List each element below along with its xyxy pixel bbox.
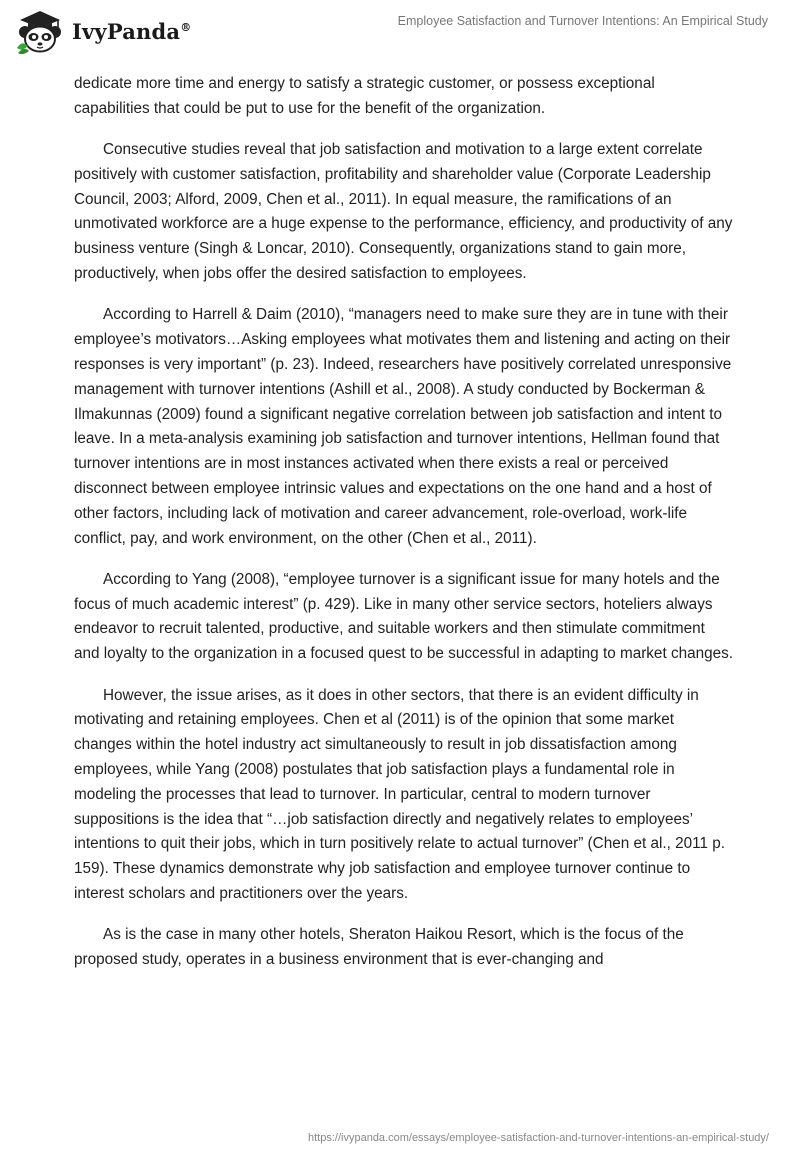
panda-graduate-icon (14, 8, 66, 54)
source-url-link[interactable]: https://ivypanda.com/essays/employee-satisfaction-and-turnover-intentions-an-empirical-study/ (308, 1132, 769, 1144)
page-header (0, 0, 800, 64)
paragraph-4: According to Yang (2008), “employee turnover is a significant issue for many hotels and the focus of much academic interest” (p. 429). Like in many other service sectors, hoteliers always endeavor to recruit talented, productive, and suitable workers and then stimulate commitment and loyalty to the organization in a focused quest to be successful in adapting to market changes. (74, 570, 734, 663)
paragraph-6: As is the case in many other hotels, Sheraton Haikou Resort, which is the focus of the proposed study, operates in a business environment that is ever-changing and (74, 926, 684, 968)
document-title: Employee Satisfaction and Turnover Intentions: An Empirical Study (397, 14, 768, 28)
ivypanda-logo[interactable] (14, 8, 191, 54)
paragraph-1: dedicate more time and energy to satisfy a strategic customer, or possess exceptional capabilities that could be put to use for the benefit of the organization. (74, 75, 655, 117)
paragraph-2: Consecutive studies reveal that job satisfaction and motivation to a large extent correlate positively with customer satisfaction, profitability and shareholder value (Corporate Leadership Council, 2003; Alford, 2009, Chen et al., 2011). In equal measure, the ramifications of an unmotivated workforce are a huge expense to the performance, efficiency, and productivity of any business venture (Singh & Loncar, 2010). Consequently, organizations stand to gain more, productively, when jobs offer the desired satisfaction to employees. (74, 141, 733, 283)
paragraph-3: According to Harrell & Daim (2010), “managers need to make sure they are in tune with their employee’s motivators…Asking employees what motivates them and listening and acting on their responses is very important” (p. 23). Indeed, researchers have positively correlated unresponsive management with turnover intentions (Ashill et al., 2008). A study conducted by Bockerman & Ilmakunnas (2009) found a significant negative correlation between job satisfaction and intent to leave. In a meta-analysis examining job satisfaction and turnover intentions, Hellman found that turnover intentions are in most instances activated when there exists a real or perceived disconnect between employee intrinsic values and expectations on the one hand and a host of other factors, including lack of motivation and career advancement, role-overload, work-life conflict, pay, and work environment, on the other (Chen et al., 2011). (74, 306, 732, 547)
brand-name: IvyPanda® (72, 18, 192, 44)
paragraph-5: However, the issue arises, as it does in other sectors, that there is an evident difficulty in motivating and retaining employees. Chen et al (2011) is of the opinion that some market changes within the hotel industry act simultaneously to result in job dissatisfaction among employees, while Yang (2008) postulates that job satisfaction plays a fundamental role in modeling the processes that lead to turnover. In particular, central to modern turnover suppositions is the idea that “…job satisfaction directly and negatively relates to employees’ intentions to quit their jobs, which in turn positively relate to actual turnover” (Chen et al., 2011 p. 159). These dynamics demonstrate why job satisfaction and employee turnover continue to interest scholars and practitioners over the years. (74, 686, 726, 902)
essay-body (74, 72, 734, 989)
